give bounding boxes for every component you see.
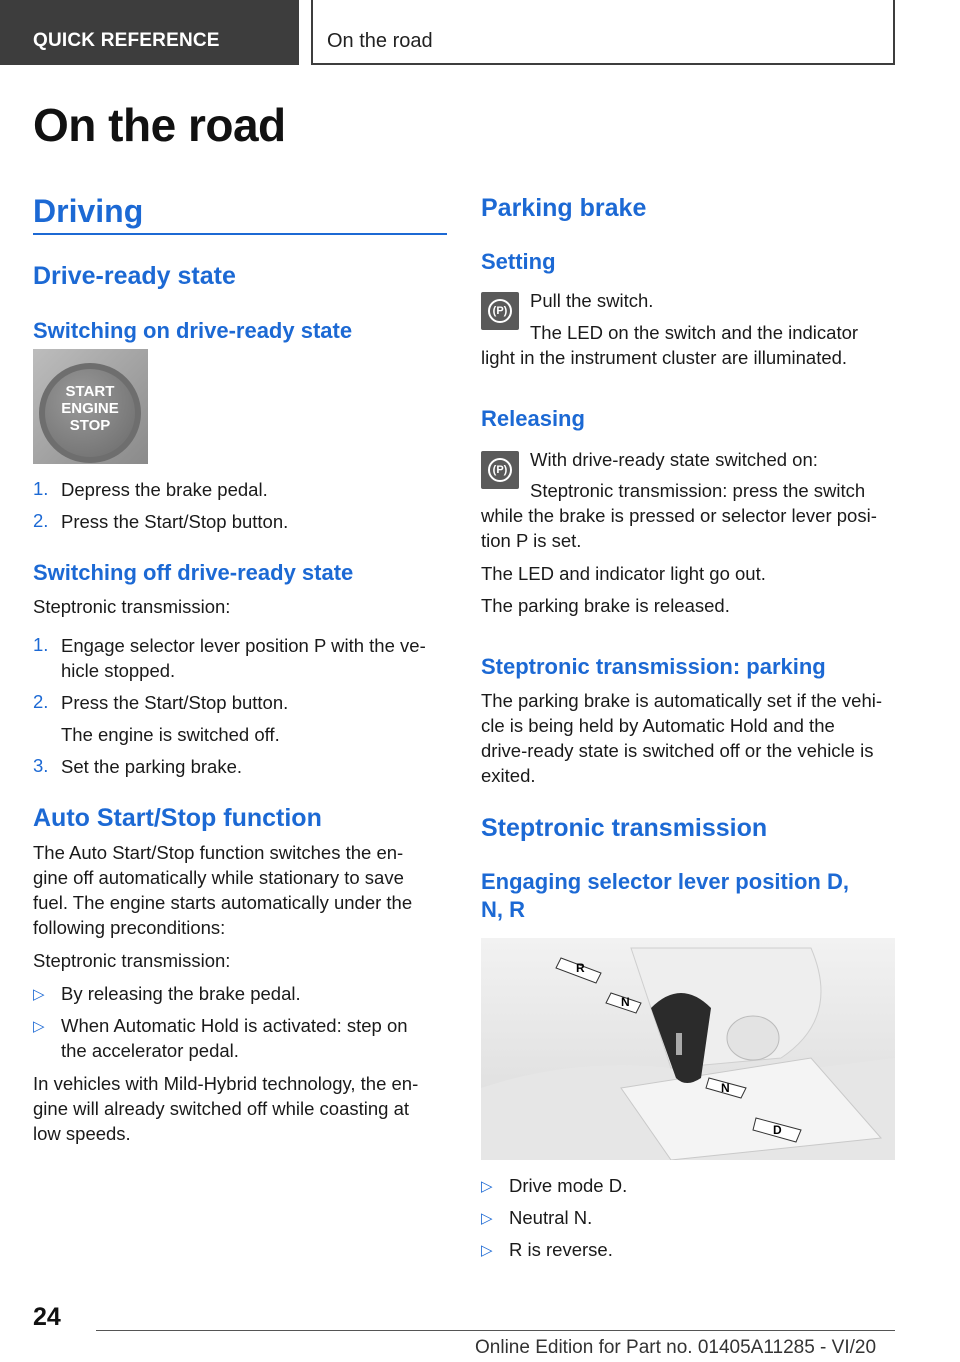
gear-label-n-lower: N [721,1081,730,1095]
chapter-tab [311,0,895,65]
parking-brake-switch-icon: (P) [481,451,519,489]
edition-footer: Online Edition for Part no. 01405A11285 - VI/20 [475,1337,877,1358]
switch-off-heading: Switching off drive-ready state [33,560,354,585]
parking-brake-heading: Parking brake [481,194,647,222]
selector-lever-illustration [481,938,895,1160]
setting-text-2a: The LED on the switch and the indicator [530,322,859,343]
driving-heading: Driving [33,193,144,229]
step-number: 1. [33,634,49,655]
page-title: On the road [33,99,286,151]
gear-label-r: R [576,961,585,975]
bullet-triangle-icon: ▷ [481,1178,493,1195]
mild-hybrid-line: gine will already switched off while coasting at [33,1098,410,1119]
driving-rule [33,233,447,235]
button-text-start: START [65,383,115,400]
stp-paragraph-line: exited. [481,765,536,786]
step-number: 2. [33,691,49,712]
auto-start-stop-heading: Auto Start/Stop function [33,804,322,832]
on-step-1: Depress the brake pedal. [61,479,268,500]
steptronic-parking-heading: Steptronic transmission: parking [481,654,826,679]
auto-steptronic-label: Steptronic transmission: [33,950,231,971]
releasing-text-2c: tion P is set. [481,530,582,551]
auto-paragraph-line: The Auto Start/Stop function switches the en‐ [33,842,404,863]
gear-label-d: D [773,1123,782,1137]
bullet-triangle-icon: ▷ [481,1210,493,1227]
off-step-2-note: The engine is switched off. [61,724,280,745]
step-number: 1. [33,478,49,499]
releasing-text-3: The LED and indicator light go out. [481,563,766,584]
chapter-label: On the road [327,30,433,52]
on-step-2: Press the Start/Stop button. [61,511,289,532]
auto-paragraph-line: following preconditions: [33,917,226,938]
setting-text-2b: light in the instrument cluster are illuminated. [481,347,848,368]
off-step-1a: Engage selector lever position P with the ve‐ [61,635,426,656]
auto-paragraph-line: fuel. The engine starts automatically under the [33,892,413,913]
releasing-text-2b: while the brake is pressed or selector lever posi‐ [481,505,877,526]
step-number: 3. [33,755,49,776]
setting-text-1: Pull the switch. [530,290,654,311]
bullet-triangle-icon: ▷ [33,1018,45,1035]
steptronic-label: Steptronic transmission: [33,596,231,617]
step-number: 2. [33,510,49,531]
auto-bullet-1: By releasing the brake pedal. [61,983,301,1004]
releasing-text-4: The parking brake is released. [481,595,730,616]
off-step-3: Set the parking brake. [61,756,242,777]
releasing-heading: Releasing [481,406,585,431]
releasing-text-2a: Steptronic transmission: press the switch [530,480,866,501]
switch-on-heading: Switching on drive-ready state [33,318,353,343]
page-number: 24 [33,1303,61,1331]
start-stop-button-image [33,349,148,464]
off-step-1b: hicle stopped. [61,660,176,681]
parking-brake-switch-icon: (P) [481,292,519,330]
off-step-2: Press the Start/Stop button. [61,692,289,713]
button-face [45,369,135,457]
gear-label-n-upper: N [621,995,630,1009]
section-tab [0,0,299,65]
mild-hybrid-line: In vehicles with Mild-Hybrid technology, the en‐ [33,1073,419,1094]
section-label: QUICK REFERENCE [33,30,220,51]
stp-paragraph-line: drive-ready state is switched off or the vehicle is [481,740,874,761]
button-text-engine: ENGINE [61,400,119,417]
button-text-stop: STOP [69,417,111,434]
auto-bullet-2a: When Automatic Hold is activated: step on [61,1015,408,1036]
selector-lever-image [481,938,895,1160]
stp-paragraph-line: The parking brake is automatically set if the vehi‐ [481,690,883,711]
gear-bullet-drive: Drive mode D. [509,1175,628,1196]
auto-paragraph-line: gine off automatically while stationary to save [33,867,404,888]
engaging-heading-line1: Engaging selector lever position D, [481,869,849,894]
bullet-triangle-icon: ▷ [33,986,45,1003]
engaging-heading-line2: N, R [481,897,525,922]
drive-ready-heading: Drive-ready state [33,262,236,290]
auto-bullet-2b: the accelerator pedal. [61,1040,239,1061]
gear-bullet-reverse: R is reverse. [509,1239,613,1260]
bullet-triangle-icon: ▷ [481,1242,493,1259]
gear-bullet-neutral: Neutral N. [509,1207,593,1228]
releasing-text-1: With drive-ready state switched on: [530,449,818,470]
steptronic-heading: Steptronic transmission [481,814,768,842]
footer-rule [96,1330,895,1331]
mild-hybrid-line: low speeds. [33,1123,131,1144]
setting-heading: Setting [481,249,556,274]
stp-paragraph-line: cle is being held by Automatic Hold and the [481,715,835,736]
